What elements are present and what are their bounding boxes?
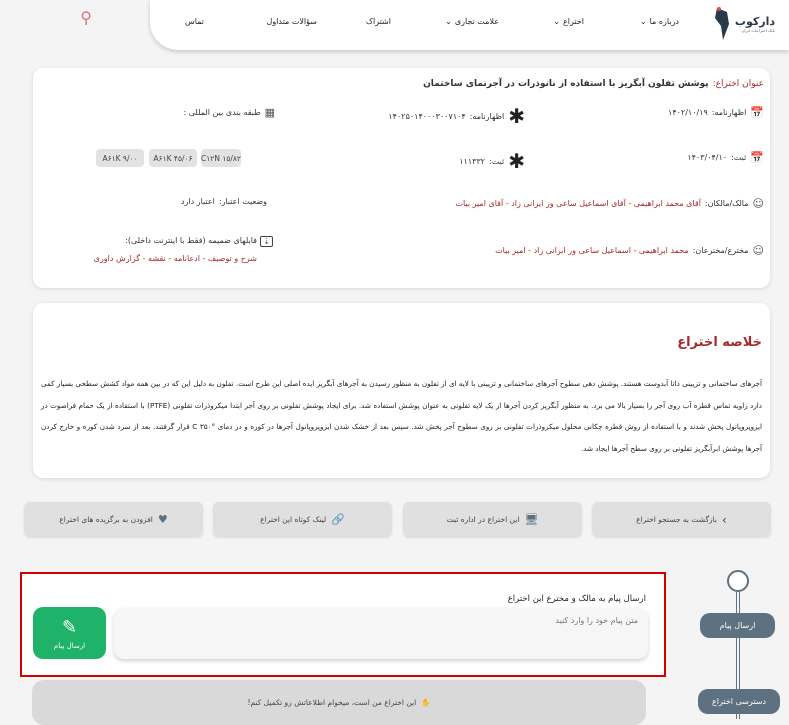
declaration-number [388, 104, 525, 128]
abstract-card [33, 303, 770, 478]
button-label: افزودن به برگزیده های اختراع [59, 515, 153, 524]
value: آقای محمد ابراهیمی - آقای اسماعیل ساعی ور ایرانی زاد - آقای امیر بیات [455, 199, 701, 208]
button-label: این اختراع من است، میخوام اطلاعاتش رو تکمیل کنم! [247, 698, 417, 707]
button-label: این اختراع در اداره ثبت [446, 515, 520, 524]
chevron-down-icon: ⌄ [639, 17, 647, 26]
add-favorite-button[interactable] [24, 502, 203, 537]
send-message-button[interactable] [33, 607, 106, 659]
top-header [150, 0, 789, 50]
nav-label: درباره ما [649, 17, 679, 26]
timeline-circle [727, 570, 749, 592]
link-icon: 🔗 [331, 513, 345, 526]
chevron-down-icon: ⌄ [553, 17, 560, 26]
short-link-button[interactable] [213, 502, 392, 537]
hierarchy-icon: ▦ [264, 106, 275, 119]
nav-contact[interactable] [185, 17, 204, 26]
timeline-invention-access[interactable]: دسترسی اختراع [698, 689, 780, 714]
value: ۱۱۱۳۳۲ [459, 156, 486, 166]
value: اعتبار دارد [180, 197, 215, 206]
calendar-icon: 📅 [750, 106, 764, 119]
logo[interactable]: داركوب بانک اختراعات ایران [713, 6, 775, 42]
value: ۱۴۰۳/۰۴/۱۰ [687, 153, 728, 162]
label: مخترع/مخترعان: [692, 246, 749, 255]
nav-label: تماس [184, 17, 204, 26]
button-label: ارسال پیام [53, 641, 86, 650]
label: اظهارنامه: [711, 108, 747, 117]
attachments-links [94, 254, 257, 263]
classification [184, 106, 275, 119]
back-to-search-button[interactable] [592, 502, 771, 537]
woodpecker-logo-icon [713, 6, 731, 42]
message-input[interactable] [114, 608, 648, 659]
message-title: ارسال پیام به مالک و مخترع این اختراع [507, 594, 646, 604]
chevron-down-icon: ⌄ [445, 17, 452, 26]
monitor-icon: 🖥 [524, 513, 539, 526]
invention-title [423, 79, 764, 89]
value: محمد ابراهیمی - اسماعیل ساعی ور ایرانی زاد - امیر بیات [495, 246, 689, 255]
button-label: لینک کوتاه این اختراع [260, 515, 327, 524]
owners [455, 197, 764, 210]
nav-trademark[interactable] [445, 17, 499, 26]
claim-invention-button[interactable] [32, 680, 646, 725]
class-tag[interactable]: C۱۲N ۱۵/۸۲ [201, 149, 241, 167]
validity-status [181, 197, 267, 206]
label: ثبت: [731, 153, 747, 162]
nav-faq[interactable] [267, 17, 318, 26]
label: فایلهای ضمیمه (فقط با اینترنت داخلی): [125, 236, 257, 245]
location-pin-icon[interactable]: ⚲ [80, 8, 92, 27]
registry-office-button[interactable] [403, 502, 582, 537]
attachment-links[interactable]: شرح و توصیف - ادعانامه - نقشه - گزارش داوری [93, 254, 257, 263]
button-label: بازگشت به جستجو اختراع [636, 515, 718, 524]
nav-label: اشتراک [365, 17, 391, 26]
label: وضعیت اعتبار: [218, 197, 267, 206]
edit-icon: ✎ [61, 616, 78, 638]
label: طبقه بندی بین المللی : [183, 108, 261, 117]
nav-invention[interactable] [553, 17, 584, 26]
nav-subscription[interactable] [366, 17, 391, 26]
value: ۱۴۰۲۵۰۱۴۰۰۰۳۰۰۷۱۰۴ [388, 111, 466, 121]
attachments-icon-wrap [260, 236, 273, 247]
label: مالک/مالکان: [704, 199, 749, 208]
class-tag[interactable]: A۶۱K ۹/۰۰ [96, 149, 144, 167]
asterisk-icon: ✱ [508, 149, 525, 173]
timeline-send-message[interactable]: ارسال پیام [700, 613, 775, 638]
registration-number [459, 149, 525, 173]
message-section [20, 572, 666, 677]
calendar-icon: 📅 [750, 151, 764, 164]
value: ۱۴۰۲/۱۰/۱۹ [668, 108, 708, 117]
title-text: پوشش تفلون آبگریز با استفاده از نانوذرات در آجرنمای ساختمان [423, 79, 709, 89]
download-file-icon[interactable]: ⇣ [260, 236, 273, 247]
inventors [495, 244, 764, 257]
title-label: عنوان اختراع: [712, 79, 764, 89]
hand-icon: ✋ [421, 698, 431, 707]
asterisk-icon: ✱ [508, 104, 525, 128]
class-tag[interactable]: A۶۱K ۴۵/۰۶ [149, 149, 197, 167]
abstract-heading: خلاصه اختراع [677, 335, 762, 350]
nav-about[interactable] [640, 17, 679, 26]
users-icon: ☺ [752, 197, 764, 210]
invention-info-card [33, 68, 770, 288]
nav-label: علامت تجاری [454, 17, 499, 26]
abstract-text: آجرهای ساختمانی و تزیینی ذاتا آبدوست هستند. پوشش دهی سطوح آجرهای ساختمانی و تزیینی با لایه ای از تفلون به منظور رسیدن به آجرهای آبگریز ایده اصلی این طرح است. تفلون به دلیل این که در بین همه مواد کشش سطحی بسیار کمی دارد زاویه تماس قطره آب روی آجر را بسیار بالا می برد. به منظور آبگریز کردن آجرها از یک لایه تفلونی به عنوان پوشش استفاده شد. برای ایجاد پوشش تفلونی بر روی آجر ابتدا میکروذرات تفلونی (PTFE) با استفاده از یک حمام فراصوت در ایزوپروپانول پخش شدند و با استفاده از روش قطره چکانی محلول میکروذرات تفلونی بر روی سطوح آجر پخش شد. سپس بعد از خشک شدن ایزوپروپانول آجرها در کوره و در دمای °۳۵۰ C قرار گرفتند. بعد از سرد شدن کوره و خارج کردن آجرها پوشش ابرآبگریز تفلونی بر روی سطح آجرها ایجاد شد. [41, 379, 762, 453]
registration-date [687, 151, 764, 164]
users-icon: ☺ [752, 244, 764, 257]
nav-label: اختراع [563, 17, 584, 26]
nav-label: سؤالات متداول [266, 17, 317, 26]
attachments-label [125, 236, 257, 245]
label: اظهارنامه: [469, 111, 505, 121]
heart-icon: ♥ [157, 513, 168, 526]
label: ثبت: [489, 156, 505, 166]
declaration-date [668, 106, 764, 119]
chevron-right-icon: › [722, 512, 727, 527]
